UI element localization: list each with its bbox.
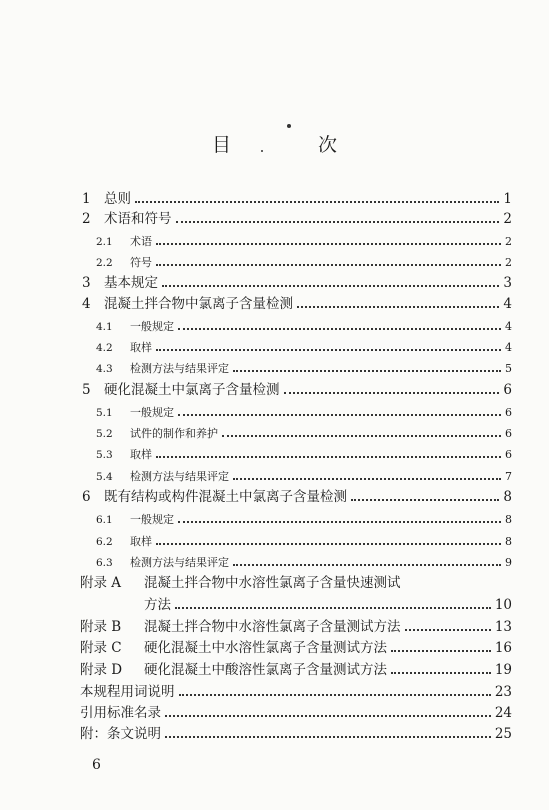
entry-page: 2: [503, 211, 512, 227]
toc-entry[interactable]: [96, 342, 512, 354]
entry-number: 5.4: [96, 471, 113, 483]
appendix-page: 10: [494, 597, 512, 613]
entry-title: 符号: [130, 256, 152, 269]
appendix-number: 附录 B: [80, 619, 122, 635]
entry-title: 基本规定: [104, 275, 158, 291]
toc-entry[interactable]: [96, 363, 512, 375]
entry-page: 6: [505, 427, 512, 440]
appendix-page: 19: [494, 662, 512, 678]
entry-title: 混凝土拌合物中氯离子含量检测: [104, 296, 293, 312]
entry-number: 5.3: [96, 449, 113, 461]
dot-leader: [222, 434, 501, 437]
entry-title: 检测方法与结果评定: [130, 470, 229, 483]
toc-appendix[interactable]: [80, 621, 512, 635]
extra-page: 25: [494, 726, 512, 742]
appendix-page: 13: [494, 619, 512, 635]
toc-entry[interactable]: [96, 471, 512, 483]
appendix-number: 附录 A: [80, 575, 122, 591]
toc-entry[interactable]: [96, 536, 512, 548]
dot-leader: [391, 671, 491, 674]
entry-number: 4.2: [96, 342, 113, 354]
dot-leader: [391, 649, 491, 652]
dot-leader: [162, 284, 499, 287]
dot-leader: [165, 714, 491, 717]
toc-entry[interactable]: [82, 491, 512, 505]
dot-leader: [351, 498, 499, 501]
dot-leader: [165, 735, 491, 738]
entry-page: 4: [505, 320, 512, 333]
dot-leader: [284, 391, 500, 394]
entry-page: 6: [505, 406, 512, 419]
appendix-title: 硬化混凝土中酸溶性氯离子含量测试方法: [144, 662, 387, 678]
toc-appendix[interactable]: [80, 642, 512, 656]
toc-entry[interactable]: [96, 407, 512, 419]
entry-number: 6.2: [96, 536, 113, 548]
entry-number: 2.1: [96, 236, 113, 248]
entry-page: 3: [503, 275, 512, 291]
extra-title: 本规程用词说明: [80, 684, 175, 700]
toc-entry[interactable]: [82, 298, 512, 312]
dot-leader: [156, 263, 501, 266]
entry-number: 2.2: [96, 257, 113, 269]
entry-number: 6: [82, 489, 91, 505]
entry-title: 既有结构或构件混凝土中氯离子含量检测: [104, 489, 347, 505]
toc-entry[interactable]: [96, 557, 512, 569]
entry-title: 一般规定: [130, 320, 174, 333]
entry-number: 6.1: [96, 514, 113, 526]
extra-page: 23: [494, 684, 512, 700]
entry-title: 检测方法与结果评定: [130, 362, 229, 375]
toc-entry[interactable]: [96, 449, 512, 461]
entry-title: 检测方法与结果评定: [130, 556, 229, 569]
entry-page: 6: [503, 382, 512, 398]
entry-page: 7: [505, 470, 512, 483]
toc-appendix[interactable]: [80, 577, 512, 591]
dot-leader: [156, 348, 501, 351]
entry-page: 6: [505, 448, 512, 461]
appendix-title: 混凝土拌合物中水溶性氯离子含量测试方法: [144, 619, 401, 635]
toc-entry[interactable]: [82, 193, 512, 207]
dot-leader: [156, 455, 501, 458]
entry-number: 6.3: [96, 557, 113, 569]
dot-leader: [233, 477, 501, 480]
extra-page: 24: [494, 705, 512, 721]
dot-leader: [297, 305, 499, 308]
toc-entry[interactable]: [96, 236, 512, 248]
entry-title: 一般规定: [130, 513, 174, 526]
dot-leader: [233, 369, 501, 372]
appendix-title: 硬化混凝土中水溶性氯离子含量测试方法: [144, 640, 387, 656]
entry-title: 取样: [130, 535, 152, 548]
dot-leader: [156, 542, 501, 545]
appendix-title: 混凝土拌合物中水溶性氯离子含量快速测试: [144, 575, 401, 591]
entry-title: 一般规定: [130, 406, 174, 419]
dot-leader: [179, 693, 491, 696]
entry-page: 8: [505, 513, 512, 526]
dot-leader: [176, 220, 500, 223]
entry-page: 1: [503, 191, 512, 207]
entry-title: 术语和符号: [104, 211, 172, 227]
entry-title: 试件的制作和养护: [130, 427, 218, 440]
entry-number: 5.2: [96, 428, 113, 440]
entry-page: 5: [505, 362, 512, 375]
appendix-number: 附录 D: [80, 662, 123, 678]
entry-page: 8: [503, 489, 512, 505]
appendix-title-continued: 方法: [144, 597, 171, 613]
entry-number: 1: [82, 191, 91, 207]
entry-number: 5: [82, 382, 91, 398]
toc-appendix[interactable]: [80, 664, 512, 678]
entry-page: 2: [505, 235, 512, 248]
toc-entry[interactable]: [96, 514, 512, 526]
entry-number: 5.1: [96, 407, 113, 419]
dot-leader: [405, 628, 491, 631]
toc-entry[interactable]: [96, 428, 512, 440]
entry-number: 2: [82, 211, 91, 227]
entry-title: 取样: [130, 448, 152, 461]
entry-number: 4.1: [96, 321, 113, 333]
entry-number: 4: [82, 296, 91, 312]
dot-leader: [135, 200, 499, 203]
entry-page: 8: [505, 535, 512, 548]
page-title: 目 次: [211, 134, 371, 156]
toc-entry[interactable]: [82, 384, 512, 398]
toc-entry[interactable]: [82, 277, 512, 291]
entry-title: 硬化混凝土中氯离子含量检测: [104, 382, 280, 398]
entry-number: 4.3: [96, 363, 113, 375]
toc-extra[interactable]: [80, 686, 512, 700]
entry-page: 4: [503, 296, 512, 312]
toc-entry[interactable]: [96, 257, 512, 269]
extra-title: 附：条文说明: [80, 726, 161, 742]
dot-leader: [178, 413, 501, 416]
footer-page-number: 6: [92, 757, 101, 773]
entry-page: 4: [505, 341, 512, 354]
extra-title: 引用标准名录: [80, 705, 161, 721]
toc-extra[interactable]: [80, 728, 512, 742]
toc-appendix-continued[interactable]: [144, 599, 512, 613]
entry-page: 2: [505, 256, 512, 269]
appendix-number: 附录 C: [80, 640, 122, 656]
entry-title: 取样: [130, 341, 152, 354]
entry-number: 3: [82, 275, 91, 291]
toc-entry[interactable]: [96, 321, 512, 333]
entry-title: 术语: [130, 235, 152, 248]
appendix-page: 16: [494, 640, 512, 656]
dot-leader: [233, 563, 501, 566]
entry-title: 总则: [104, 191, 131, 207]
dot-leader: [156, 242, 501, 245]
toc-extra[interactable]: [80, 707, 512, 721]
toc-entry[interactable]: [82, 213, 512, 227]
dot-leader: [178, 520, 501, 523]
dot-leader: [178, 327, 501, 330]
dot-leader: [175, 606, 491, 609]
entry-page: 9: [505, 556, 512, 569]
